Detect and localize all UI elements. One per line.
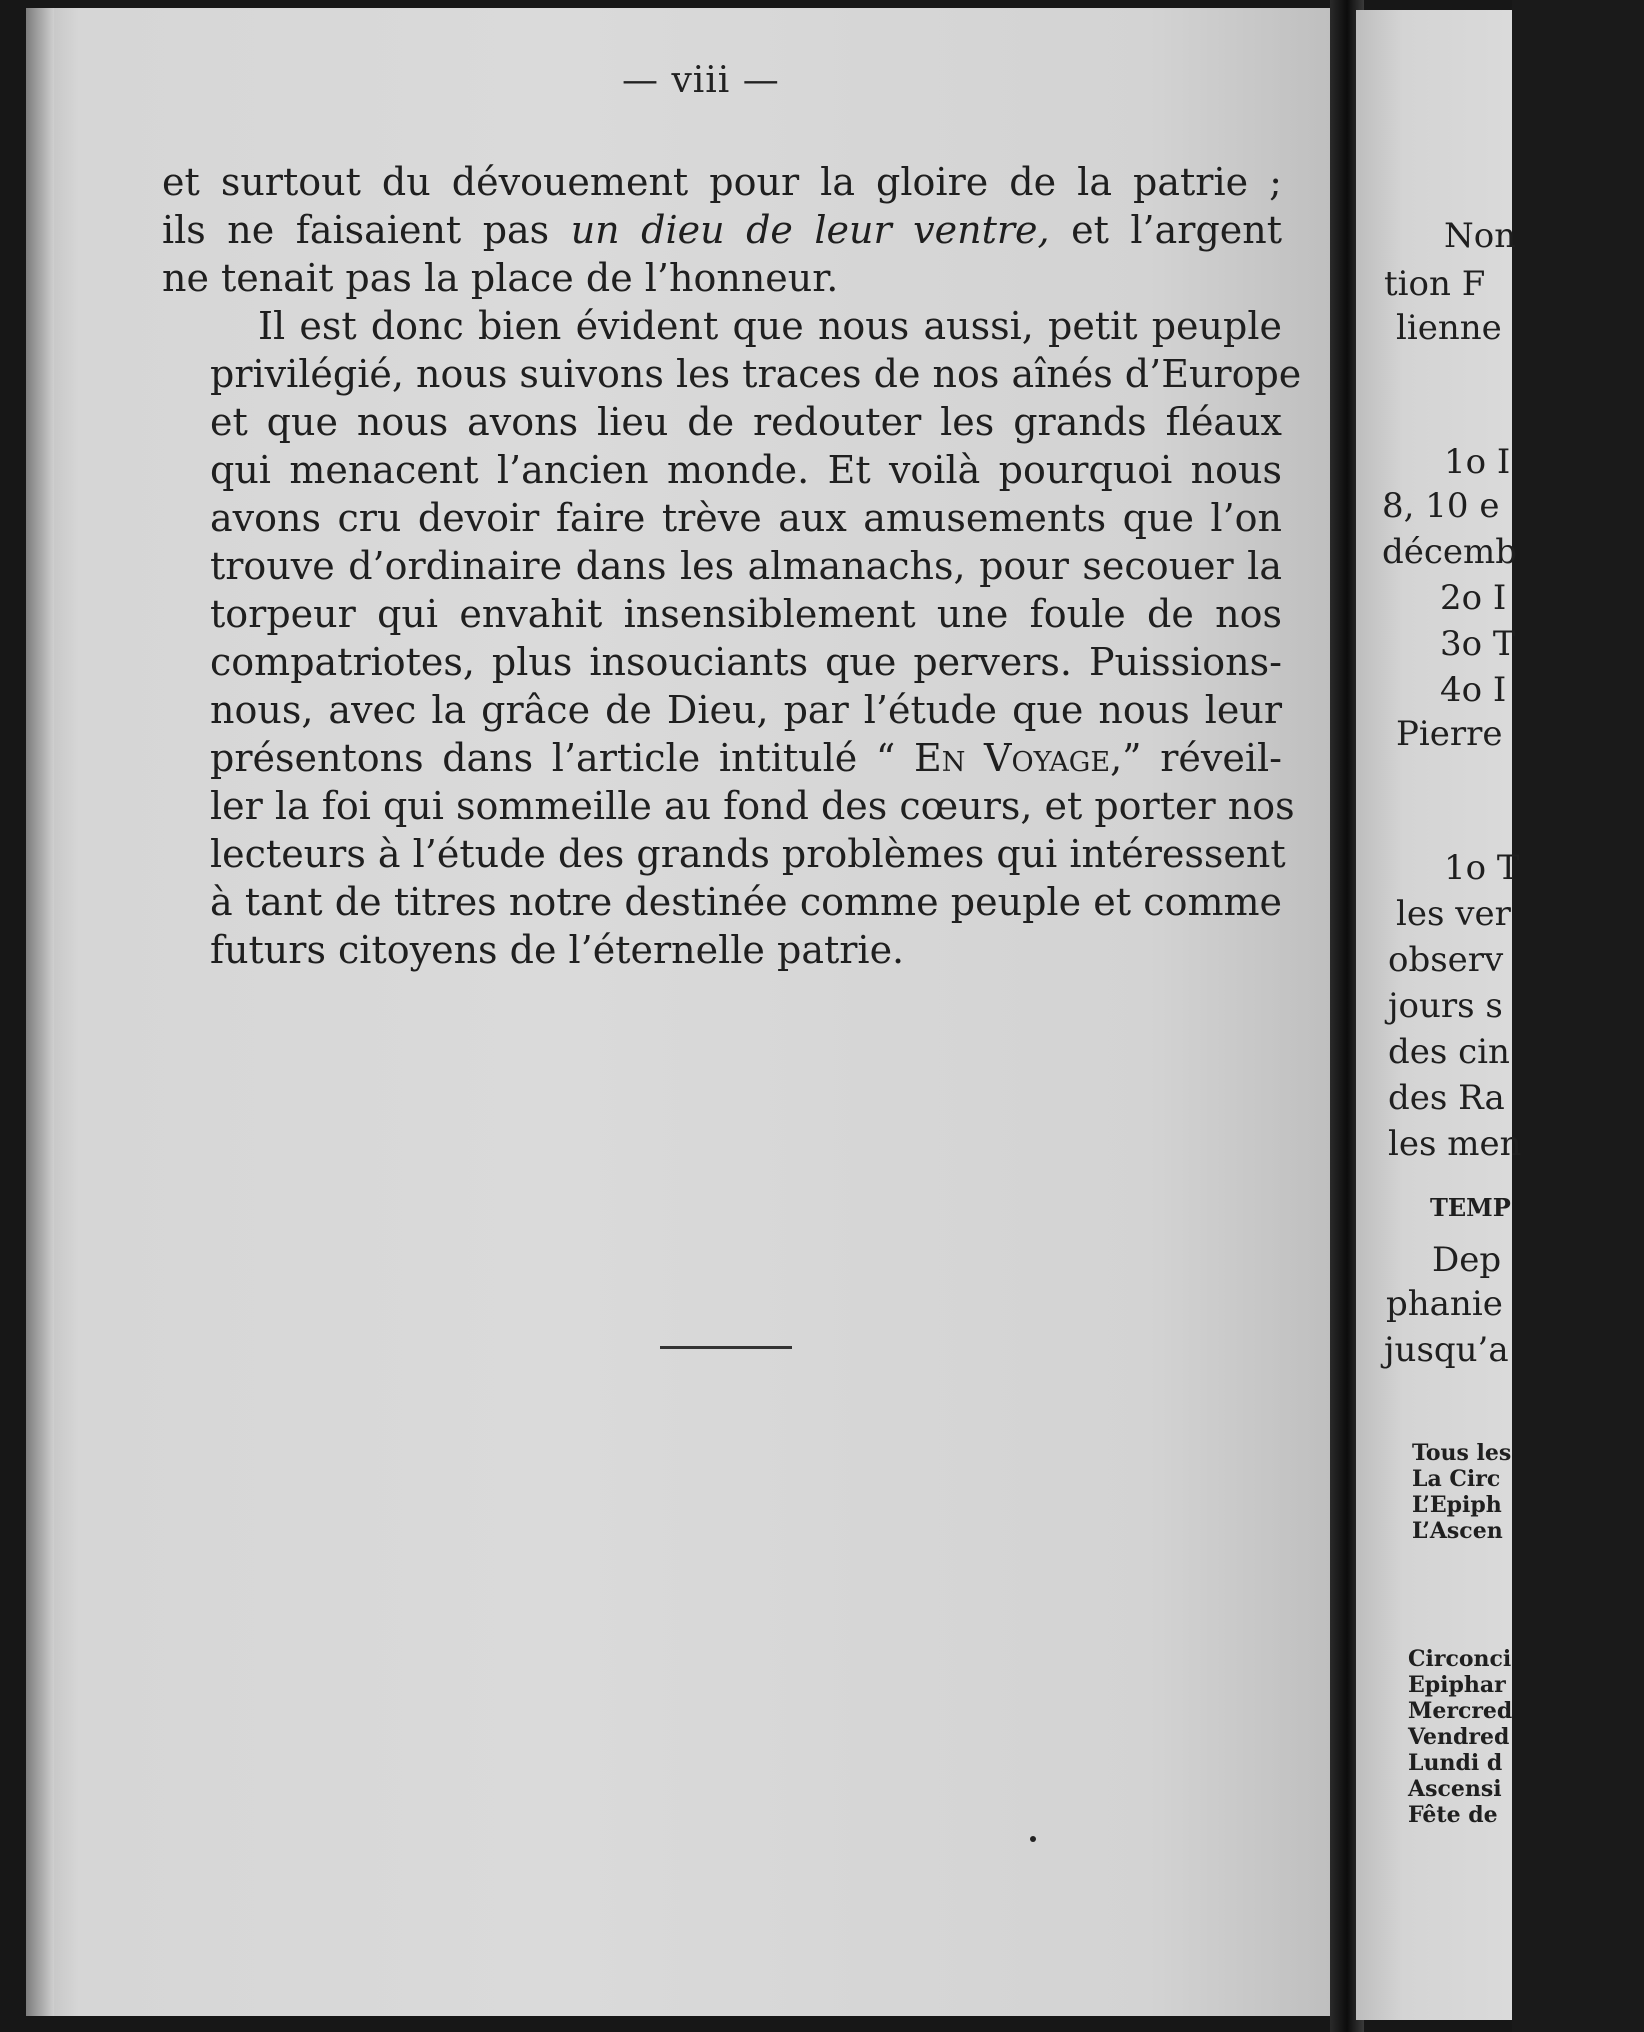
text-line: trouve d’ordinaire dans les almanachs, pour secouer la bbox=[210, 544, 1282, 588]
body-text bbox=[162, 158, 1302, 974]
right-page-fragment: 8, 10 e bbox=[1382, 486, 1500, 526]
right-page-fragment: les ver bbox=[1396, 894, 1511, 934]
right-page-fragment: jours s bbox=[1388, 986, 1503, 1026]
right-page-small-fragment: Fête de bbox=[1408, 1802, 1498, 1828]
right-page-small-fragment: Mercred bbox=[1408, 1698, 1513, 1724]
right-page-fragment: jusqu’a bbox=[1384, 1330, 1509, 1370]
text-line: qui menacent l’ancien monde. Et voilà pourquoi nous bbox=[210, 448, 1282, 492]
right-page-fragment: observ bbox=[1388, 940, 1504, 980]
text-line: avons cru devoir faire trève aux amusements que l’on bbox=[210, 496, 1282, 540]
text-run: et l’argent bbox=[1049, 208, 1283, 252]
text-line: à tant de titres notre destinée comme peuple et comme bbox=[210, 880, 1282, 924]
page-number: — viii — bbox=[622, 60, 780, 101]
right-page-fragment: 2o I bbox=[1440, 578, 1507, 618]
text-line: torpeur qui envahit insensiblement une foule de nos bbox=[210, 592, 1282, 636]
right-page-fragment: tion F bbox=[1384, 264, 1486, 304]
right-page-fragment: décemb bbox=[1382, 532, 1518, 572]
section-divider-rule bbox=[660, 1346, 792, 1349]
right-page-fragment: 1o I bbox=[1444, 442, 1511, 482]
right-page-fragment: 3o T bbox=[1440, 624, 1516, 664]
right-page-fragment: lienne bbox=[1396, 308, 1502, 348]
text-line bbox=[162, 734, 1282, 782]
text-line: compatriotes, plus insouciants que pervers. Puissions- bbox=[210, 640, 1282, 684]
right-page-small-fragment: L’Ascen bbox=[1412, 1518, 1503, 1544]
right-page-fragment: les men bbox=[1388, 1124, 1522, 1164]
right-page-small-fragment: Lundi d bbox=[1408, 1750, 1503, 1776]
text-line: ler la foi qui sommeille au fond des cœurs, et porter nos bbox=[210, 784, 1295, 828]
text-line: et que nous avons lieu de redouter les grands fléaux bbox=[210, 400, 1282, 444]
right-page-fragment: 1o T bbox=[1444, 848, 1520, 888]
text-line: Il est donc bien évident que nous aussi, petit peuple bbox=[258, 304, 1282, 348]
italic-phrase: un dieu de leur ventre, bbox=[570, 208, 1050, 252]
paragraph-2 bbox=[162, 302, 1302, 974]
ink-speck bbox=[1030, 1836, 1036, 1842]
right-page-small-fragment: Vendred bbox=[1408, 1724, 1510, 1750]
right-page-small-fragment: Ascensi bbox=[1408, 1776, 1502, 1802]
right-page-heading-fragment: TEMP bbox=[1430, 1193, 1511, 1222]
text-line: privilégié, nous suivons les traces de nos aînés d’Europe bbox=[210, 352, 1302, 396]
text-line: ne tenait pas la place de l’honneur. bbox=[162, 256, 839, 300]
right-page-fragment: des Ra bbox=[1388, 1078, 1505, 1118]
right-page-small-fragment: La Circ bbox=[1412, 1466, 1501, 1492]
article-title: En Voyage bbox=[914, 736, 1111, 780]
paragraph-1 bbox=[162, 158, 1282, 302]
right-page-fragment: Non bbox=[1444, 216, 1517, 256]
right-page-small-fragment: Circonci bbox=[1408, 1646, 1512, 1672]
text-run: ils ne faisaient pas bbox=[162, 208, 571, 252]
text-line: futurs citoyens de l’éternelle patrie. bbox=[210, 928, 905, 972]
right-page-fragment: Dep bbox=[1432, 1240, 1502, 1280]
right-page-fragment: Pierre bbox=[1396, 714, 1503, 754]
text-line: nous, avec la grâce de Dieu, par l’étude que nous leur bbox=[210, 688, 1282, 732]
right-page-fragment: phanie bbox=[1386, 1284, 1503, 1324]
text-run: présentons dans l’article intitulé “ bbox=[210, 736, 914, 780]
text-line bbox=[162, 206, 1282, 254]
text-line: et surtout du dévouement pour la gloire de la patrie ; bbox=[162, 160, 1282, 204]
right-page-small-fragment: Tous les bbox=[1412, 1440, 1512, 1466]
text-line: lecteurs à l’étude des grands problèmes qui intéressent bbox=[210, 832, 1286, 876]
right-page-fragment: 4o I bbox=[1440, 670, 1507, 710]
right-page-small-fragment: Epiphar bbox=[1408, 1672, 1506, 1698]
right-page-small-fragment: L’Epiph bbox=[1412, 1492, 1502, 1518]
right-page-fragment: des cin bbox=[1388, 1032, 1510, 1072]
text-run: ,” réveil- bbox=[1110, 736, 1282, 780]
